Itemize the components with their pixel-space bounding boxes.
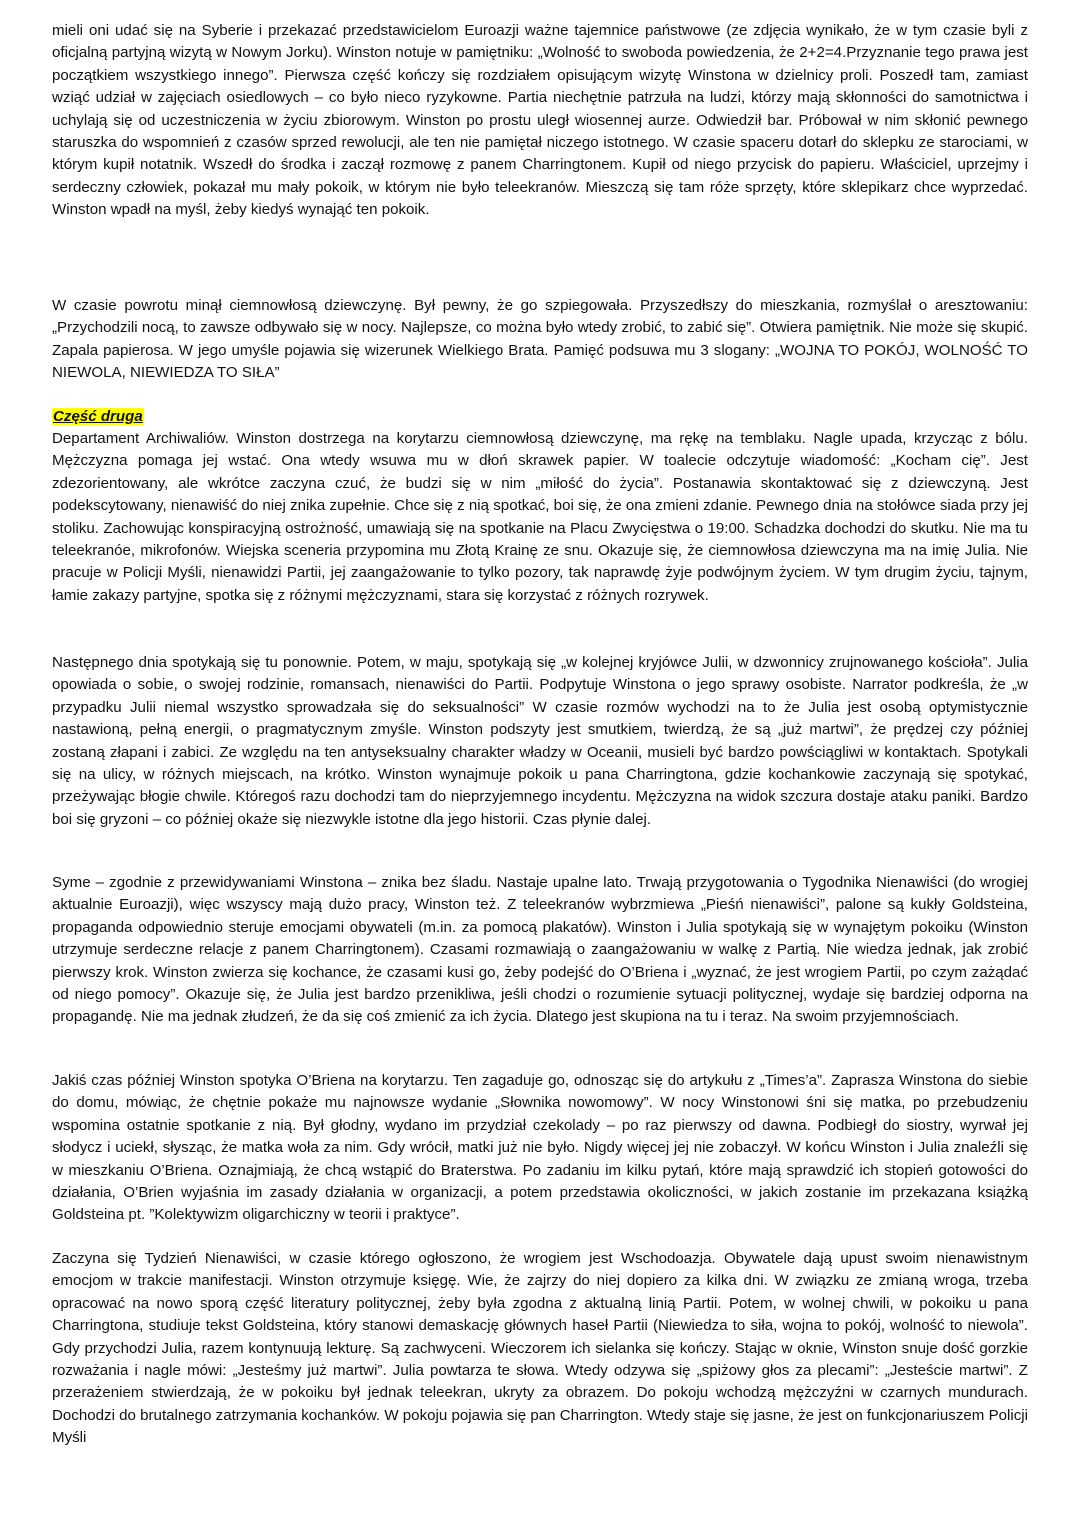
paragraph-obrien-meeting: Jakiś czas później Winston spotyka O’Briena na korytarzu. Ten zagaduje go, odnosząc się do artykułu z „Times’a”. Zaprasza Winstona do siebie do domu, mówiąc, że chętnie pokaże mu najnowsze wydanie „Słownika nowomowy”. W nocy Winstonowi śni się matka, po przebudzeniu wspomina ostatnie spotkanie z nią. Był głodny, wydano im przydział czekolady – po raz pierwszy od dawna. Podbiegł do siostry, wyrwał jej słodycz i uciekł, słysząc, że matka woła za nim. Gdy wrócił, matki już nie było. Nigdy więcej jej nie zobaczył. W końcu Winston i Julia znaleźli się w mieszkaniu O’Briena. Oznajmiają, że chcą wstąpić do Braterstwa. Po zadaniu im kilku pytań, które mają sprawdzić ich stopień gotowości do działania, O’Brien wyjaśnia im zasady działania w organizacji, a potem przedstawia okoliczności, w jakich zostanie im przekazana książką Goldsteina pt. ”Kolektywizm oligarchiczny w teorii i praktyce”.: [52, 1072, 1028, 1224]
paragraph-hate-week: Zaczyna się Tydzień Nienawiści, w czasie którego ogłoszono, że wrogiem jest Wschodoazja. Obywatele dają upust swoim nienawistnym emocjom w trakcie manifestacji. Winston otrzymuje księgę. Wie, że zajrzy do niej dopiero za kilka dni. W związku ze zmianą wroga, trzeba opracować na nowo sporą część literatury politycznej, żeby była zgodna z aktualną linią Partii. Potem, w wolnej chwili, w pokoiku u pana Charringtona, studiuje tekst Goldsteina, który stanowi demaskację głównych haseł Partii (Niewiedza to siła, wojna to pokój, wolność to niewola”. Gdy przychodzi Julia, razem kontynuują lekturę. Są zachwyceni. Wieczorem ich sielanka się kończy. Stając w oknie, Winston snuje dość gorzkie rozważania i nagle mówi: „Jesteśmy już martwi”. Julia powtarza te słowa. Wtedy odzywa się „spiżowy głos za plecami”: „Jesteście martwi”. Z przerażeniem stwierdzają, że w pokoiku był jednak teleekran, ukryty za obrazem. Do pokoju wchodzą mężczyźni w czarnych mundurach. Dochodzi do brutalnego zatrzymania kochanków. W pokoju pojawia się pan Charrington. Wtedy staje się jasne, że jest on funkcjonariuszem Policji Myśli: [52, 1250, 1028, 1447]
paragraph-records-department: Departament Archiwaliów. Winston dostrzega na korytarzu ciemnowłosą dziewczynę, ma rękę na temblaku. Nagle upada, krzycząc z bólu. Mężczyzna pomaga jej wstać. Ona wtedy wsuwa mu w dłoń skrawek papier. W toalecie odczytuje wiadomość: „Kocham cię”. Jest zdezorientowany, ale wkrótce zaczyna czuć, że budzi się w nim „miłość do życia”. Postanawia skontaktować się z dziewczyną. Jest podekscytowany, nienawiść do niej znika zupełnie. Chce się z nią spotkać, boi się, że ona zmieni zdanie. Pewnego dnia na stołówce siada przy jej stoliku. Zachowując konspiracyjną ostrożność, umawiają się na spotkanie na Placu Zwycięstwa o 19:00. Schadzka dochodzi do skutku. Nie ma tu teleekranóe, mikrofonów. Wiejska sceneria przypomina mu Złotą Krainę ze snu. Okazuje się, że ciemnowłosa dziewczyna ma na imię Julia. Nie pracuje w Policji Myśli, nienawidzi Partii, jej zaangażowanie to tylko pozory, tak naprawdę żyje podwójnym życiem. W tym drugim życiu, tajnym, łamie zakazy partyjne, spotka się z różnymi mężczyznami, stara się korzystać z różnych rozrywek.: [52, 430, 1028, 604]
paragraph-syme-disappears: Syme – zgodnie z przewidywaniami Winstona – znika bez śladu. Nastaje upalne lato. Trwają przygotowania o Tygodnika Nienawiści (do wrogiej aktualnie Euroazji), więc wszyscy mają dużo pracy, Winston też. Z teleekranów wybrzmiewa „Pieśń nienawiści”, palone są kukły Goldsteina, propaganda odpowiednio steruje emocjami obywateli (m.in. za pomocą plakatów). Winston i Julia spotykają się w wynajętym pokoiku (Winston utrzymuje serdeczne relacje z panem Charringtonem). Czasami rozmawiają o zaangażowaniu w walkę z Partią. Nie wiedza jednak, jak zrobić pierwszy krok. Winston zwierza się kochance, że czasami kusi go, żeby podejść do O’Briena i „wyznać, że jest wrogiem Partii, po czym zażądać od niego pomocy”. Okazuje się, że Julia jest bardzo przenikliwa, jeśli chodzi o rozumienie sytuacji politycznej, wydaje się bardziej odporna na propagandę. Nie ma jednak złudzeń, że da się coś zmienić za ich życia. Dlatego jest skupiona na tu i teraz. Na swoim przyjemnościach.: [52, 874, 1028, 1026]
section-heading-part-two: Część druga: [53, 408, 143, 425]
paragraph-return-home: W czasie powrotu minął ciemnowłosą dziewczynę. Był pewny, że go szpiegowała. Przyszedłszy do mieszkania, rozmyślał o aresztowaniu: „Przychodzili nocą, to zawsze odbywało się w nocy. Najlepsze, co można było wtedy zrobić, to zabić się”. Otwiera pamiętnik. Nie może się skupić. Zapala papierosa. W jego umyśle pojawia się wizerunek Wielkiego Brata. Pamięć podsuwa mu 3 slogany: „WOJNA TO POKÓJ, WOLNOŚĆ TO NIEWOLA, NIEWIEDZA TO SIŁA”: [52, 297, 1028, 382]
paragraph-next-meetings: Następnego dnia spotykają się tu ponownie. Potem, w maju, spotykają się „w kolejnej kryjówce Julii, w dzwonnicy zrujnowanego kościoła”. Julia opowiada o sobie, o swojej rodzinie, romansach, nienawiści do Partii. Podpytuje Winstona o jego sprawy osobiste. Narrator podkreśla, że „w przypadku Julii niemal wszystko sprowadzała się do seksualności” W czasie rozmów wychodzi na to że Julia jest osobą optymistycznie nastawioną, pełną energii, o pragmatycznym zmyśle. Winston podszyty jest smutkiem, twierdzą, że są „już martwi”, że prędzej czy później zostaną złapani i zabici. Ze względu na ten antyseksualny charakter władzy w Oceanii, musieli być bardzo powściągliwi w kontaktach. Spotykali się na ulicy, w różnych miejscach, na krótko. Winston wynajmuje pokoik u pana Charringtona, gdzie kochankowie zaczynają się spotykać, przeżywając błogie chwile. Któregoś razu dochodzi tam do nieprzyjemnego incydentu. Mężczyzna na widok szczura dostaje ataku paniki. Bardzo boi się gryzoni – co później okaże się niezwykle istotne dla jego historii. Czas płynie dalej.: [52, 654, 1028, 828]
paragraph-part-one-ending: mieli oni udać się na Syberie i przekazać przedstawicielom Euroazji ważne tajemnice państwowe (ze zdjęcia wynikało, że w tym czasie byli z oficjalną partyjną wizytą w Nowym Jorku). Winston notuje w pamiętniku: „Wolność to swoboda powiedzenia, że 2+2=4.Przyznanie tego prawa jest początkiem wszystkiego innego”. Pierwsza część kończy się rozdziałem opisującym wizytę Winstona w dzielnicy proli. Poszedł tam, zamiast wziąć udział w zajęciach osiedlowych – co było nieco ryzykowne. Partia niechętnie patrzuła na ludzi, którzy mają skłonności do samotnictwa i uchylają się od uczestniczenia w życiu zbiorowym. Winston po prostu uległ wiosennej aurze. Odwiedził bar. Próbował w nim skłonić pewnego staruszka do wspomnień z czasów sprzed rewolucji, ale ten nie pamiętał niczego istotnego. W czasie spaceru dotarł do sklepku ze starociami, w którym kupił notatnik. Wszedł do środka i zaczął rozmowę z panem Charringtonem. Kupił od niego przycisk do papieru. Właściciel, uprzejmy i serdeczny człowiek, pokazał mu mały pokoik, w którym nie było teleekranów. Mieszczą się tam róże sprzęty, które sklepikarz chce wyprzedać. Winston wpadł na myśl, żeby kiedyś wynająć ten pokoik.: [52, 22, 1028, 219]
section-heading-container: [52, 406, 1028, 428]
